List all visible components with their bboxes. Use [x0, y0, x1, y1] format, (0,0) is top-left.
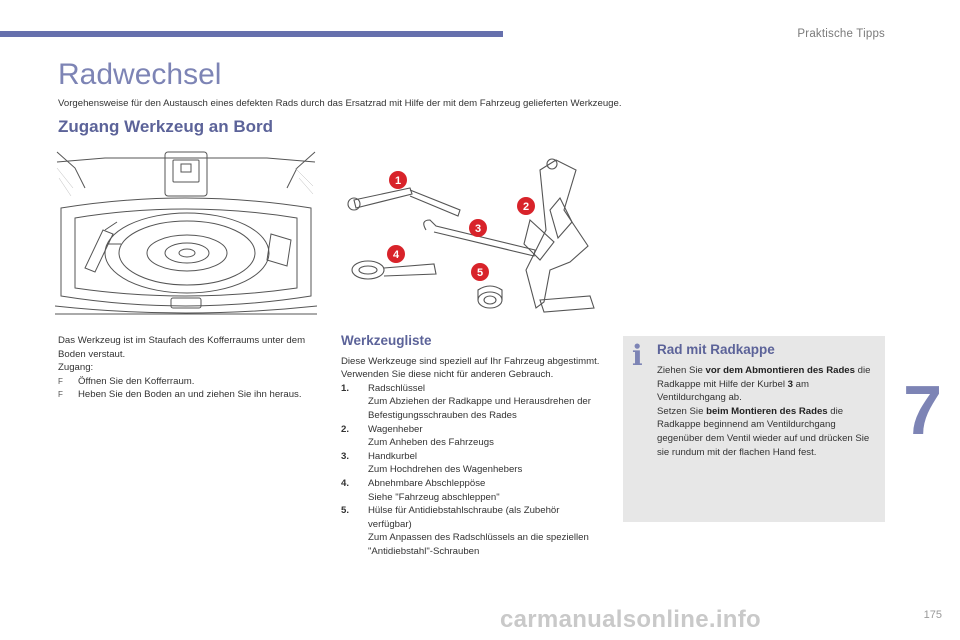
tool-name: Wagenheber — [368, 423, 423, 435]
step-text: Öffnen Sie den Kofferraum. — [78, 375, 195, 387]
section-heading: Zugang Werkzeug an Bord — [58, 117, 274, 136]
step-text: Heben Sie den Boden an und ziehen Sie ihn heraus. — [78, 389, 302, 401]
tool-desc: Zum Anheben des Fahrzeugs — [368, 437, 494, 449]
callout-5 — [471, 263, 489, 281]
tool-number: 4. — [341, 477, 350, 489]
info-paragraph-2: Setzen Sie beim Montieren des Rades die Radkappe beginnend am Ventildurchgang gegenüber dem Ventil wieder auf und drücken Sie sie rundum mit der flachen Hand fest. — [657, 405, 870, 458]
tool-item — [341, 382, 603, 423]
chapter-number: 7 — [903, 371, 942, 449]
intro-text: Vorgehensweise für den Austausch eines defekten Rads durch das Ersatzrad mit Hilfe der mit dem Fahrzeug gelieferten Werkzeuge. — [58, 98, 622, 109]
tools-illustration — [340, 150, 610, 326]
tool-number: 2. — [341, 423, 350, 435]
access-paragraph: Das Werkzeug ist im Staufach des Kofferraums unter dem Boden verstaut. — [58, 335, 306, 360]
tool-name: Hülse für Antidiebstahlschraube (als Zubehör verfügbar) — [368, 505, 560, 530]
tool-list — [341, 334, 603, 559]
tool-list-heading: Werkzeugliste — [341, 333, 432, 348]
info-icon: i — [632, 339, 643, 372]
access-label: Zugang: — [58, 362, 94, 374]
tool-desc: Zum Anpassen des Radschlüssels an die speziellen "Antidiebstahl"-Schrauben — [368, 532, 589, 557]
section-label: Praktische Tipps — [797, 28, 885, 40]
svg-text:5: 5 — [476, 267, 484, 279]
tool-list-intro: Diese Werkzeuge sind speziell auf Ihr Fahrzeug abgestimmt. Verwenden Sie diese nicht für anderen Gebrauch. — [341, 355, 600, 381]
svg-text:4: 4 — [392, 249, 400, 261]
tool-item — [341, 477, 603, 504]
tool-desc: Siehe "Fahrzeug abschleppen" — [368, 491, 500, 503]
callout-4 — [387, 245, 405, 263]
svg-text:2: 2 — [522, 201, 530, 213]
svg-text:3: 3 — [474, 223, 482, 235]
access-step — [58, 388, 323, 402]
tool-item — [341, 504, 603, 558]
callout-3 — [469, 219, 487, 237]
access-step — [58, 375, 323, 389]
step-marker: F — [58, 376, 63, 386]
tool-name: Abnehmbare Abschleppöse — [368, 477, 486, 489]
tool-number: 3. — [341, 450, 350, 462]
page-title: Radwechsel — [58, 58, 222, 91]
page-number: 175 — [923, 609, 942, 621]
info-heading: Rad mit Radkappe — [657, 342, 775, 357]
callout-1 — [389, 171, 407, 189]
info-paragraph-1: Ziehen Sie vor dem Abmontieren des Rades die Radkappe mit Hilfe der Kurbel 3 am Ventildurchgang ab. — [657, 365, 871, 404]
watermark: carmanualsonline.info — [500, 606, 762, 633]
info-text — [657, 364, 879, 459]
svg-text:1: 1 — [394, 175, 402, 187]
tool-name: Handkurbel — [368, 450, 418, 462]
top-accent-bar — [0, 31, 503, 37]
tool-desc: Zum Hochdrehen des Wagenhebers — [368, 464, 523, 476]
info-box — [623, 336, 885, 522]
tool-item — [341, 450, 603, 477]
tool-name: Radschlüssel — [368, 382, 426, 394]
tool-desc: Zum Abziehen der Radkappe und Herausdrehen der Befestigungsschrauben des Rades — [368, 396, 591, 421]
access-instructions — [58, 334, 323, 402]
tool-number: 5. — [341, 505, 350, 517]
tool-item — [341, 423, 603, 450]
callout-2 — [517, 197, 535, 215]
step-marker: F — [58, 390, 63, 400]
trunk-illustration — [55, 148, 317, 324]
tool-number: 1. — [341, 382, 350, 394]
